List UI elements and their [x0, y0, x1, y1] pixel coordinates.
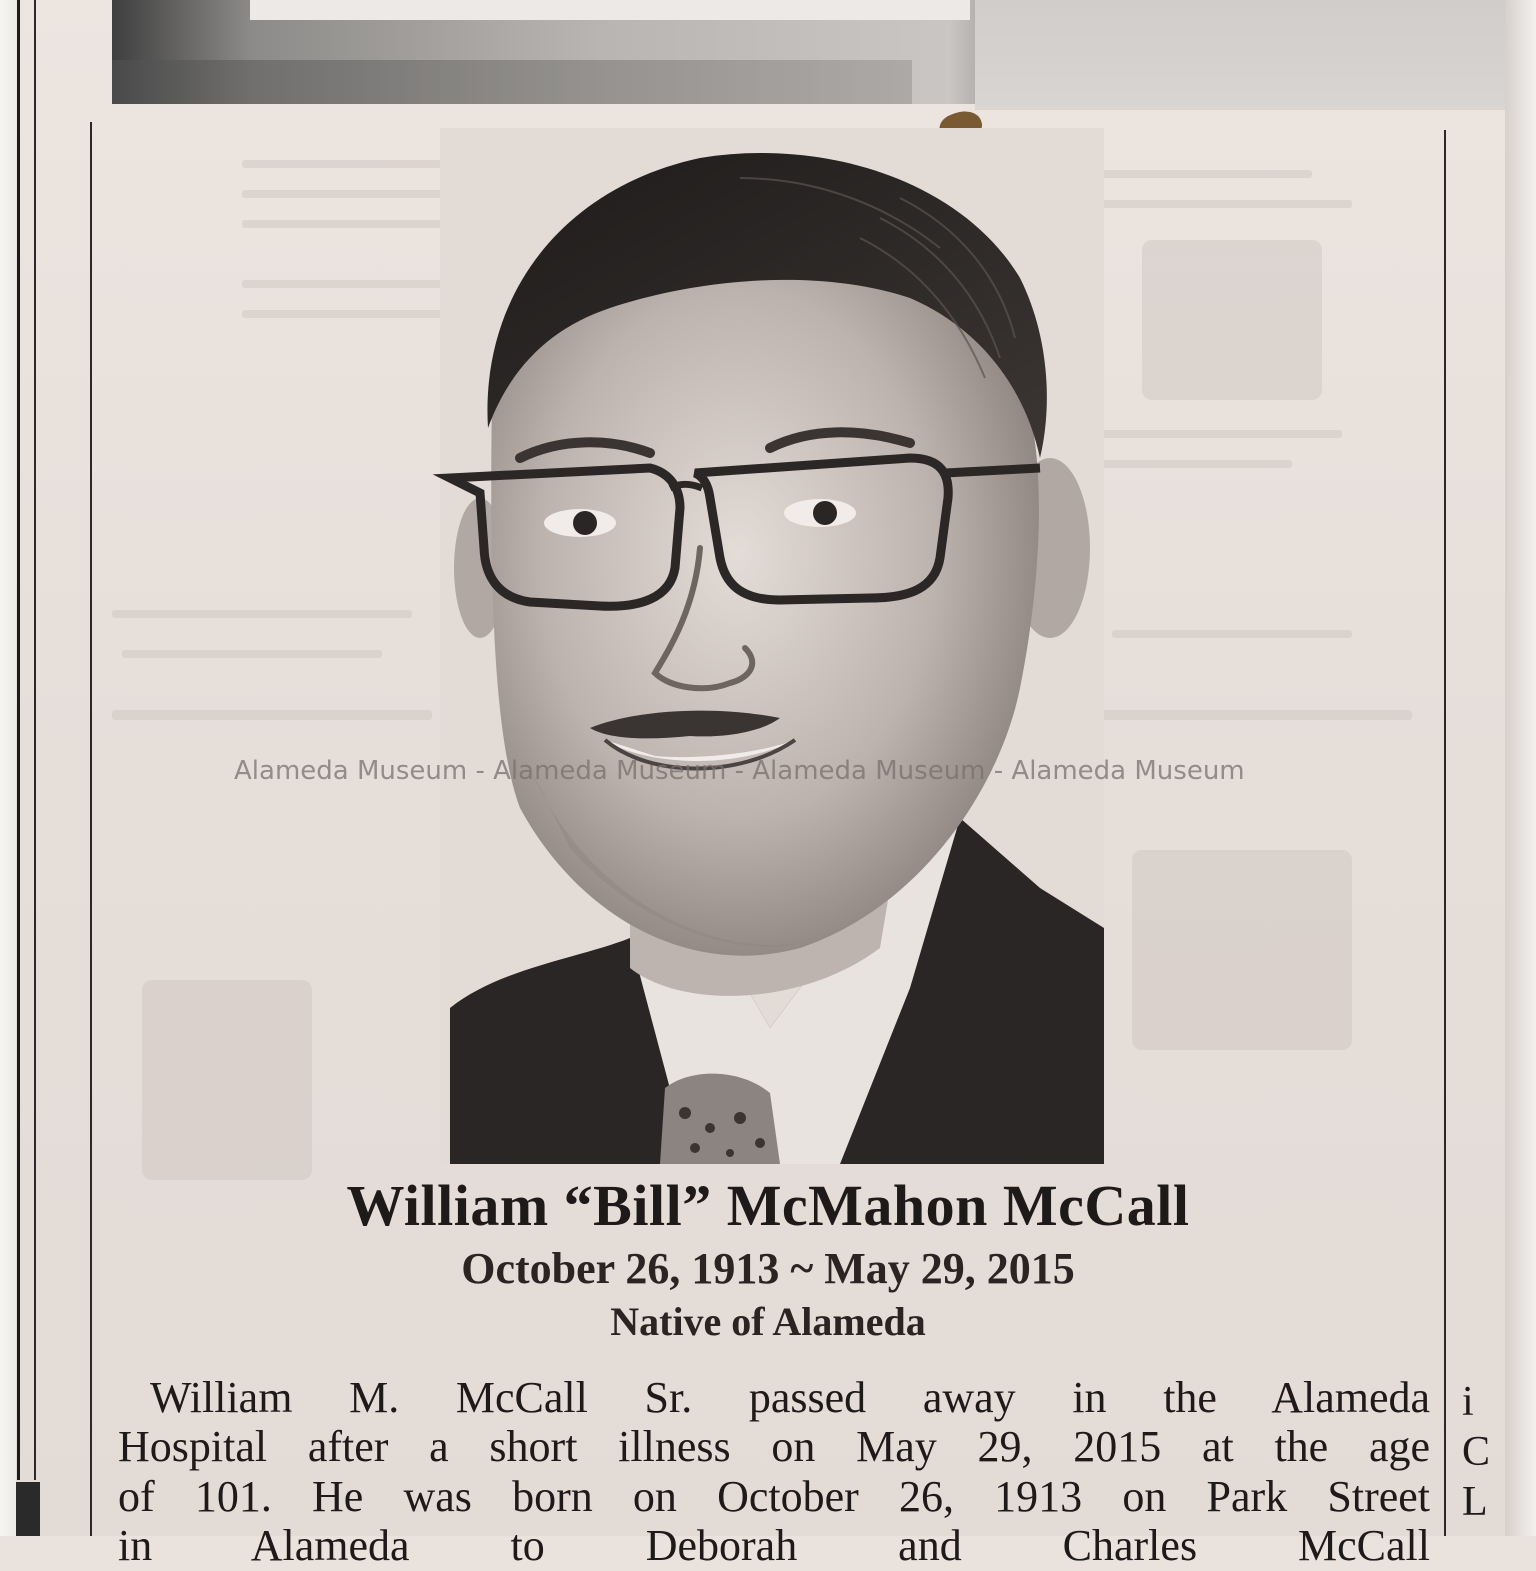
previous-clipping-right [975, 0, 1508, 110]
portrait-photo [440, 128, 1104, 1164]
body-line: in Alameda to Deborah and Charles McCall [118, 1521, 1430, 1570]
left-column-rule [17, 0, 20, 1480]
body-line: of 101. He was born on October 26, 1913 on Park Street [118, 1472, 1430, 1521]
previous-clipping-highlight [250, 0, 970, 20]
obituary-native: Native of Alameda [610, 1299, 926, 1344]
body-line: Hospital after a short illness on May 29, 2015 at the age [118, 1422, 1430, 1471]
left-edge-block [16, 1482, 40, 1536]
body-line: William M. McCall Sr. passed away in the Alameda [150, 1373, 1430, 1422]
obituary-dates: October 26, 1913 ~ May 29, 2015 [461, 1244, 1075, 1293]
previous-clipping-shadow [112, 60, 912, 104]
adjacent-column-fragment: i [1462, 1379, 1474, 1425]
obituary-box-right-rule [1444, 130, 1446, 1536]
left-page-edge [0, 0, 16, 1536]
left-column-rule-inner [34, 0, 36, 1480]
obituary-name: William “Bill” McMahon McCall [346, 1173, 1190, 1238]
adjacent-column-fragment: C [1462, 1429, 1491, 1475]
adjacent-column-fragment: L [1462, 1479, 1488, 1525]
right-page-edge [1505, 0, 1536, 1536]
watermark: Alameda Museum - Alameda Museum - Alameda Museum - Alameda Museum [234, 756, 1245, 786]
